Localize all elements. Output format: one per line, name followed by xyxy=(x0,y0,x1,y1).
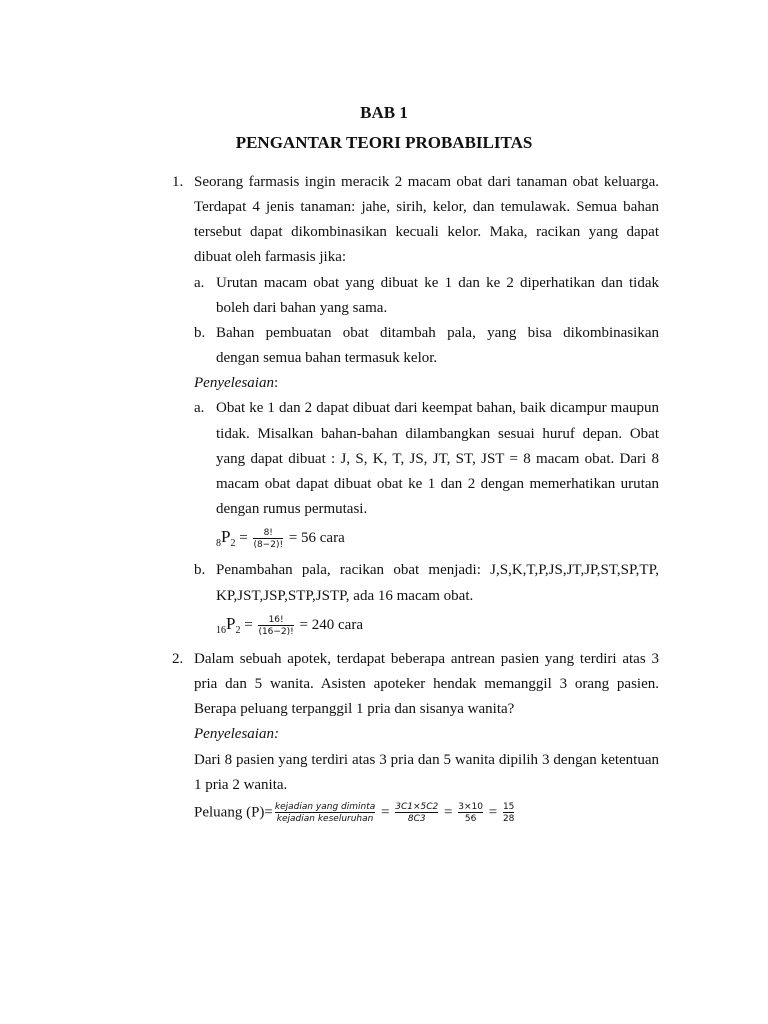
q1-text-line: Seorang farmasis ingin meracik 2 macam obat dari tanaman obat keluarga. xyxy=(194,174,659,190)
formula-p: P xyxy=(226,614,236,633)
q1-option-b-line: dengan semua bahan termasuk kelor. xyxy=(216,350,438,366)
q1-text-line: dibuat oleh farmasis jika: xyxy=(194,249,347,265)
formula-subscript: 2 xyxy=(235,625,241,636)
chapter-title: PENGANTAR TEORI PROBABILITAS xyxy=(235,133,533,152)
equals-sign: = xyxy=(488,804,498,821)
q1-solution-a-line: dengan rumus permutasi. xyxy=(216,501,368,517)
fraction-numerator: kejadian yang diminta xyxy=(274,802,376,812)
q1-solution-a-line: yang dapat dibuat : J, S, K, T, JS, JT, ST, JST = 8 macam obat. Dari 8 xyxy=(216,451,659,467)
q2-solution-line: Dari 8 pasien yang terdiri atas 3 pria dan 5 wanita dipilih 3 dengan ketentuan xyxy=(194,752,659,768)
fraction-denominator: kejadian keseluruhan xyxy=(276,814,374,824)
formula-result: = 240 cara xyxy=(299,617,363,633)
formula-result: = 56 cara xyxy=(288,530,345,546)
solution-colon: : xyxy=(273,375,279,391)
q1-solution-a-line: macam obat dapat dibuat obat ke 1 dan 2 dengan memerhatikan urutan xyxy=(216,476,659,492)
fraction-numerator: 3C1×5C2 xyxy=(395,802,439,812)
fraction xyxy=(458,802,483,824)
q1-number: 1. xyxy=(172,174,184,190)
fraction-denominator: 56 xyxy=(458,812,483,824)
fraction-numerator: 15 xyxy=(502,802,515,812)
q1-text-line: Terdapat 4 jenis tanaman: jahe, sirih, kelor, dan temulawak. Semua bahan xyxy=(194,199,659,215)
q1-option-b-line: Bahan pembuatan obat ditambah pala, yang bisa dikombinasikan xyxy=(216,325,659,341)
equals-sign: = xyxy=(444,804,453,821)
permutation-formula-8p2 xyxy=(216,527,345,550)
q2-text-line: Dalam sebuah apotek, terdapat beberapa antrean pasien yang terdiri atas 3 xyxy=(194,651,659,667)
solution-label: Penyelesaian xyxy=(194,375,274,391)
q1-solution-a-line: Obat ke 1 dan 2 dapat dibuat dari keempat bahan, baik dicampur maupun xyxy=(216,400,659,416)
fraction-denominator: 28 xyxy=(502,814,515,824)
q1-solution-b-line: KP,JST,JSP,STP,JSTP, ada 16 macam obat. xyxy=(216,588,474,604)
permutation-formula-16p2 xyxy=(216,614,363,637)
formula-equals: = xyxy=(235,530,248,546)
fraction-denominator: 8C3 xyxy=(395,812,438,824)
q1-solution-b-letter: b. xyxy=(194,562,206,578)
q2-text-line: pria dan 5 wanita. Asisten apoteker hendak memanggil 3 orang pasien. xyxy=(194,676,659,692)
q1-option-a-line: Urutan macam obat yang dibuat ke 1 dan ke 2 diperhatikan dan tidak xyxy=(216,275,659,291)
formula-prefix: 16 xyxy=(216,625,226,636)
probability-formula xyxy=(194,802,516,824)
probability-label: Peluang (P)= xyxy=(194,804,273,821)
q1-option-b-letter: b. xyxy=(194,325,206,341)
q2-number: 2. xyxy=(172,651,184,667)
chapter-number: BAB 1 xyxy=(360,103,408,122)
fraction xyxy=(275,802,375,824)
q2-solution-heading: Penyelesaian: xyxy=(194,726,279,742)
fraction-numerator: 16! xyxy=(268,614,284,625)
fraction-denominator: (8−2)! xyxy=(253,539,284,550)
fraction-numerator: 3×10 xyxy=(458,802,483,812)
fraction xyxy=(253,528,283,550)
q1-option-a-letter: a. xyxy=(194,275,205,291)
equals-sign: = xyxy=(381,804,390,821)
q1-solution-a-letter: a. xyxy=(194,400,205,416)
q1-solution-heading xyxy=(194,373,278,393)
fraction xyxy=(258,615,293,637)
q1-solution-b-line: Penambahan pala, racikan obat menjadi: J,S,K,T,P,JS,JT,JP,ST,SP,TP, xyxy=(216,562,659,578)
q1-text-line: tersebut dapat dikombinasikan kecuali kelor. Maka, racikan yang dapat xyxy=(194,224,659,240)
formula-subscript: 2 xyxy=(230,538,236,549)
fraction xyxy=(395,802,438,824)
q1-option-a-line: boleh dari bahan yang sama. xyxy=(216,300,388,316)
q2-text-line: Berapa peluang terpanggil 1 pria dan sisanya wanita? xyxy=(194,701,515,717)
q1-solution-a-line: tidak. Misalkan bahan-bahan dilambangkan sesuai huruf depan. Obat xyxy=(216,426,659,442)
formula-equals: = xyxy=(240,617,253,633)
fraction-numerator: 8! xyxy=(263,527,273,538)
formula-prefix: 8 xyxy=(216,538,221,549)
fraction xyxy=(503,802,514,824)
q2-solution-line: 1 pria 2 wanita. xyxy=(194,777,288,793)
fraction-denominator: (16−2)! xyxy=(258,626,294,637)
formula-p: P xyxy=(221,527,231,546)
